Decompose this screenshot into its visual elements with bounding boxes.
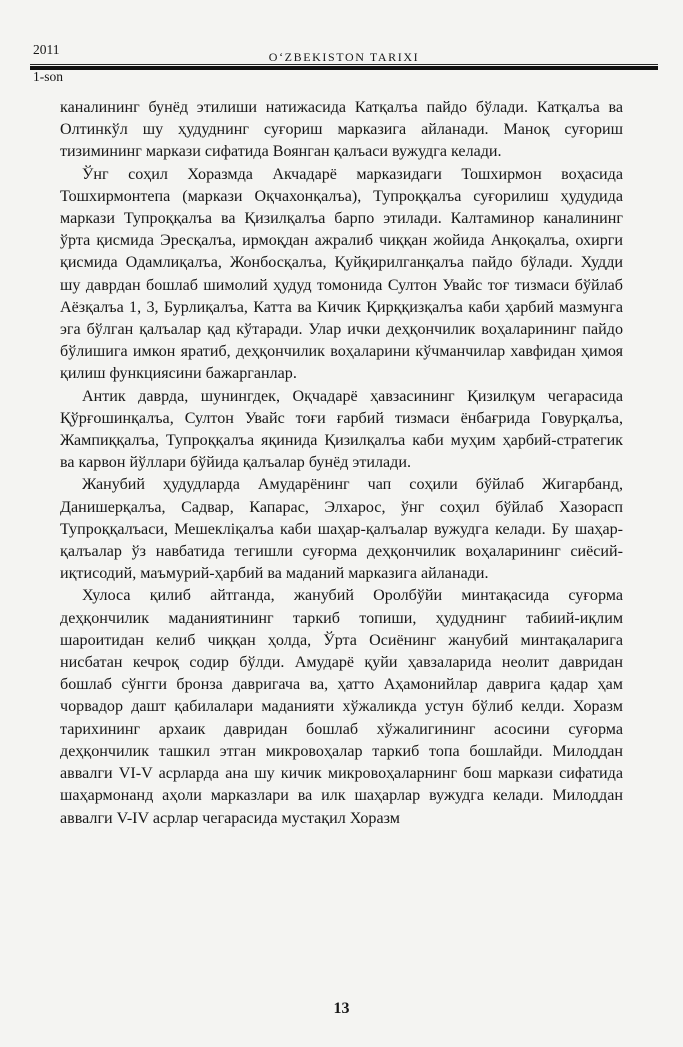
journal-year: 2011 [33,42,60,57]
running-header [30,40,658,84]
journal-title: O‘ZBEKISTON TARIXI [268,50,420,64]
page-number: 13 [333,1000,350,1017]
paragraph: Жанубий ҳудудларда Амударёнинг чап соҳили бўйлаб Жигарбанд, Данишерқалъа, Садвар, Капарас, Элхарос, ўнг соҳил бўйлаб Хазорасп Тупроққалъаси, Мешекліқалъа каби шаҳар-қалъалар вужудга келади. Бу шаҳар-қалъалар ўз навбатида тегишли суғорма деҳқончилик воҳаларининг сиёсий-иқтисодий, маъмурий-ҳарбий ва маданий марказига айланади. [60,476,623,583]
header-rule-thin [30,64,658,65]
header-rule-thick [30,66,658,70]
paragraph: Хулоса қилиб айтганда, жанубий Оролбўйи минтақасида суғорма деҳқончилик маданиятининг таркиб топиши, ҳудуднинг табиий-иқлим шароитидан келиб чиққан ҳолда, Ўрта Осиёнинг жанубий минтақаларига нисбатан кечроқ содир бўлди. Амударё қуйи ҳавзаларида неолит давридан бошлаб сўнгги бронза давригача ва, ҳатто Аҳамонийлар даврига қадар ҳам чорвадор дашт қабилалари маданияти хўжаликда устун бўлиб келди. Хоразм тарихининг архаик давридан бошлаб хўжалигининг асосини суғорма деҳқончилик ташкил этган микровоҳалар таркиб топа бошлайди. Милоддан аввалги VI-V асрларда ана шу кичик микровоҳаларнинг бош маркази сифатида шаҳармонанд аҳоли марказлари ва илк шаҳарлар вужудга келади. Милоддан аввалги V-IV асрлар чегарасида мустақил Хоразм [60,587,623,827]
paragraph: Ўнг соҳил Хоразмда Акчадарё марказидаги Тошхирмон воҳасида Тошхирмонтепа (маркази Оқчахонқалъа), Тупроққалъа суғорилиш ҳудудида маркази Тупроққалъа ва Қизилқалъа барпо этилади. Калтаминор каналининг ўрта қисмида Эресқалъа, ирмоқдан ажралиб чиққан жойида Анқоқалъа, охирги қисмида Одамлиқалъа, Жонбосқалъа, Қуйқирилганқалъа пайдо бўлади. Худди шу даврдан бошлаб шимолий ҳудуд томонида Султон Увайс тоғ тизмаси бўйлаб Аёзқалъа 1, 3, Бурлиқалъа, Катта ва Кичик Қирққизқалъа каби ҳарбий мазмунга эга бўлган қалъалар қад кўтаради. Улар ички деҳқончилик воҳаларининг пайдо бўлишига имкон яратиб, деҳқончилик воҳаларини кўчманчилар хавфидан ҳимоя қилиш функциясини бажарганлар. [60,165,623,383]
journal-issue: 1-son [33,69,63,84]
paragraph: Антик даврда, шунингдек, Оқчадарё ҳавзасининг Қизилқум чегарасида Қўрғошинқалъа, Султон Увайс тоғи ғарбий тизмаси ёнбағрида Говурқалъа, Жампиққалъа, Тупроққалъа яқинида Қизилқалъа каби муҳим ҳарбий-стратегик ва карвон йўллари бўйида қалъалар бунёд этилади. [60,387,623,472]
paragraph: каналининг бунёд этилиши натижасида Катқалъа пайдо бўлади. Катқалъа ва Олтинкўл шу ҳудуднинг суғориш марказига айланади. Маноқ суғориш тизимининг маркази сифатида Воянган қалъаси вужудга келади. [60,99,623,161]
article-body [60,97,623,830]
